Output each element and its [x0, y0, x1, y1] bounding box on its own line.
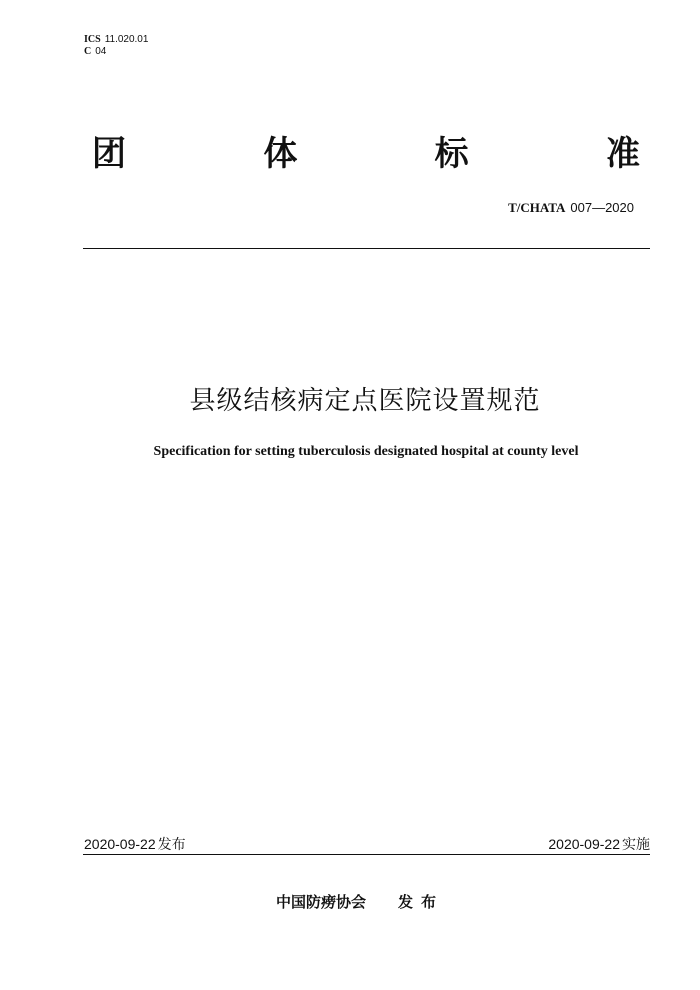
issue-date-line: [84, 834, 186, 854]
ccs-line: [84, 46, 148, 58]
ics-code: 11.020.01: [104, 34, 149, 45]
ics-prefix: ICS: [84, 34, 101, 45]
publisher-line: [276, 891, 444, 912]
standard-number: [508, 200, 634, 216]
publisher-action: 发布: [398, 893, 445, 911]
implement-date: 2020-09-22: [548, 836, 620, 852]
ccs-prefix: C: [84, 46, 92, 57]
standard-type-char: 标: [434, 134, 469, 174]
ics-line: [84, 34, 148, 46]
publisher-name: 中国防痨协会: [276, 893, 367, 911]
classification-codes: [84, 34, 148, 58]
implement-date-line: [548, 834, 650, 854]
standard-number-value: 007—2020: [570, 200, 634, 215]
document-title-chinese: 县级结核病定点医院设置规范: [189, 386, 541, 416]
standard-type-heading: [92, 132, 640, 176]
standard-type-char: 团: [92, 134, 126, 174]
standard-org-code: T/CHATA: [508, 200, 566, 215]
top-divider: [83, 248, 650, 249]
standard-type-char: 准: [605, 134, 640, 174]
ccs-code: 04: [95, 46, 107, 57]
standard-type-char: 体: [263, 134, 298, 174]
bottom-divider: [83, 854, 650, 855]
implement-word: 实施: [622, 837, 650, 853]
document-title-english: Specification for setting tuberculosis designated hospital at county level: [153, 444, 579, 459]
issue-word: 发布: [157, 837, 186, 853]
issue-date: 2020-09-22: [84, 836, 156, 852]
